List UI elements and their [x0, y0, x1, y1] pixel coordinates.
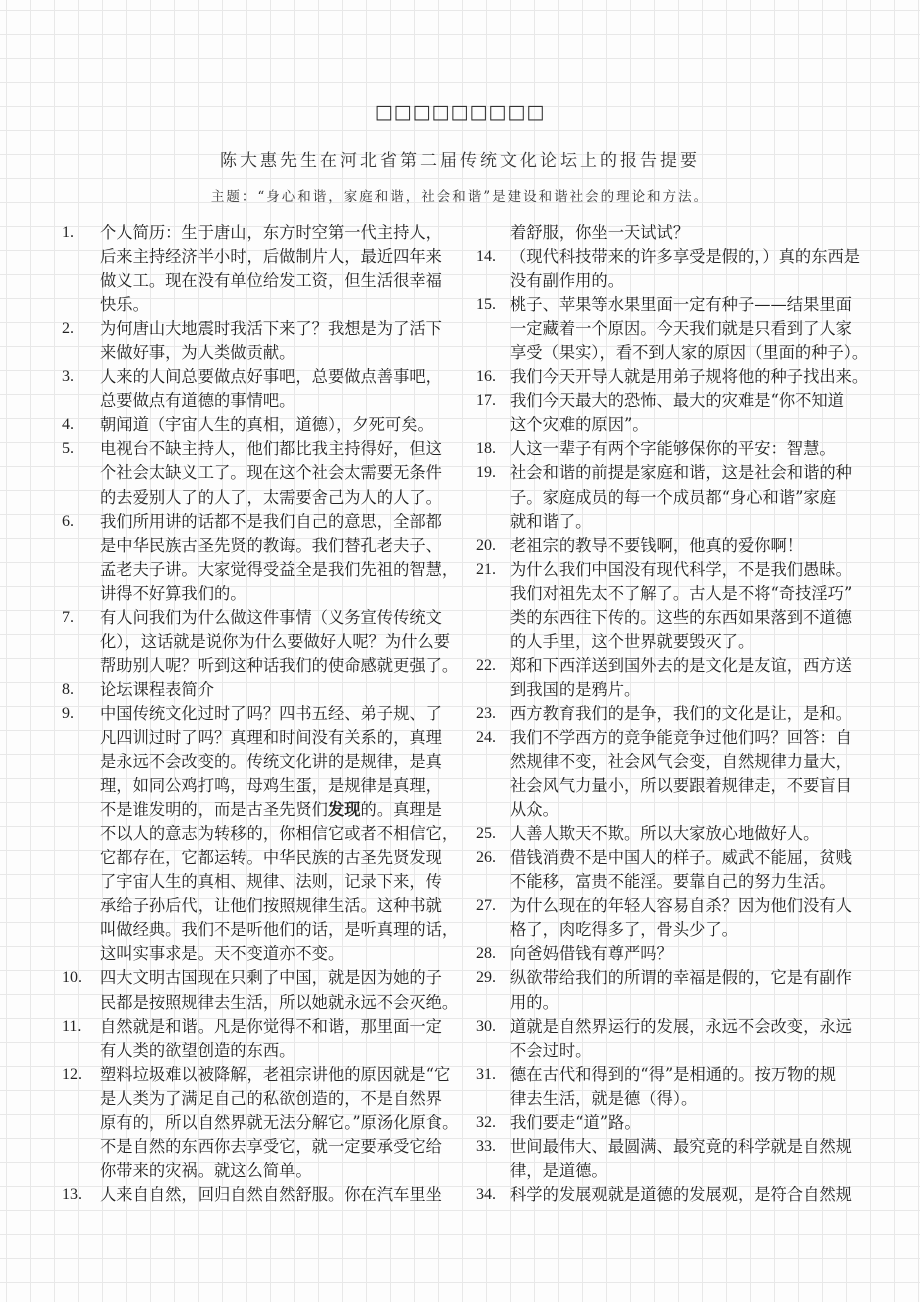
- list-item: [476, 702, 876, 726]
- list-item: [62, 1063, 462, 1183]
- item-text: [510, 221, 876, 245]
- list-item: [62, 365, 462, 413]
- item-text: [510, 966, 876, 1014]
- item-number: 7.: [62, 608, 74, 626]
- list-item: [62, 437, 462, 509]
- item-line: 的去爱别人了的人了，太需要舍己为人的人了。: [100, 487, 442, 507]
- item-text: [100, 317, 462, 365]
- list-item: [62, 413, 462, 437]
- item-line: 桃子、苹果等水果里面一定有种子——结果里面: [510, 295, 852, 315]
- item-line: 我们对祖先太不了解了。古人是不将“奇技淫巧”: [510, 583, 853, 603]
- item-number: 29.: [476, 969, 496, 987]
- item-number: 16.: [476, 368, 496, 386]
- item-text: [100, 1015, 462, 1063]
- item-line: 律，是道德。: [510, 1160, 608, 1180]
- item-line: 有人类的欲望创造的东西。: [100, 1040, 296, 1060]
- item-text: [510, 558, 876, 654]
- list-item: [476, 822, 876, 846]
- item-number: 17.: [476, 392, 496, 410]
- item-line: 朝闻道（宇宙人生的真相，道德），夕死可矣。: [100, 415, 434, 435]
- text-segment: 不是谁发明的，而是古圣先贤们: [100, 800, 328, 820]
- item-number: 9.: [62, 704, 74, 722]
- list-item: [476, 1135, 876, 1183]
- item-line: 不会过时。: [510, 1040, 592, 1060]
- item-line: 世间最伟大、最圆满、最究竟的科学就是自然规: [510, 1136, 852, 1156]
- left-column: [62, 221, 462, 1207]
- item-line: 你带来的灾祸。就这么简单。: [100, 1160, 312, 1180]
- item-line: 承给子孙后代，让他们按照规律生活。这种书就: [100, 896, 442, 916]
- item-line: 格了，肉吃得多了，骨头少了。: [510, 920, 738, 940]
- item-number: 33.: [476, 1137, 496, 1155]
- item-line: 我们不学西方的竞争能竞争过他们吗？回答：自: [510, 727, 852, 747]
- item-number: [476, 221, 510, 245]
- item-number: 34.: [476, 1185, 496, 1203]
- item-line: 中国传统文化过时了吗？四书五经、弟子规、了: [100, 703, 442, 723]
- item-line: 子。家庭成员的每一个成员都“身心和谐”家庭: [510, 487, 836, 507]
- item-text: [510, 534, 876, 558]
- item-line: 民都是按照规律去生活，所以她就永远不会灭绝。: [100, 992, 459, 1012]
- document-theme: 主题：“身心和谐，家庭和谐，社会和谐”是建设和谐社会的理论和方法。: [210, 189, 710, 205]
- item-number: 27.: [476, 897, 496, 915]
- item-line: 西方教育我们的是争，我们的文化是让，是和。: [510, 703, 852, 723]
- item-line: 总要做点有道德的事情吧。: [100, 391, 296, 411]
- item-line: 这个灾难的原因”。: [510, 415, 649, 435]
- item-line: 电视台不缺主持人，他们都比我主持得好，但这: [100, 439, 442, 459]
- item-line: 原有的，所以自然界就无法分解它。”原汤化原食。: [100, 1112, 459, 1132]
- list-item: [476, 1063, 876, 1111]
- item-line: （现代科技带来的许多享受是假的，）真的东西是: [510, 247, 861, 267]
- item-number: 12.: [62, 1065, 82, 1083]
- item-number: 23.: [476, 704, 496, 722]
- item-text: [510, 654, 876, 702]
- list-item: [476, 365, 876, 389]
- item-text: [510, 389, 876, 437]
- item-number: 21.: [476, 560, 496, 578]
- item-text: [510, 1063, 876, 1111]
- item-line: 塑料垃圾难以被降解，老祖宗讲他的原因就是“它: [100, 1064, 451, 1084]
- item-line: 的人手里，这个世界就要毁灭了。: [510, 631, 755, 651]
- item-line: 科学的发展观就是道德的发展观，是符合自然规: [510, 1184, 852, 1204]
- item-text: [100, 413, 462, 437]
- item-line: [100, 798, 462, 822]
- item-line: 后来主持经济半小时，后做制片人，最近四年来: [100, 247, 442, 267]
- item-line: 做义工。现在没有单位给发工资，但生活很幸福: [100, 271, 442, 291]
- item-number: 32.: [476, 1113, 496, 1131]
- document-title: □□□□□□□□□: [374, 101, 546, 123]
- item-line: 不是自然的东西你去享受它，就一定要承受它给: [100, 1136, 442, 1156]
- item-line: 用的。: [510, 992, 559, 1012]
- item-line: 人善人欺天不欺。所以大家放心地做好人。: [510, 824, 820, 844]
- list-item: [476, 293, 876, 365]
- text-segment: 的。真理是: [360, 800, 442, 820]
- item-line: 向爸妈借钱有尊严吗？: [510, 944, 673, 964]
- item-text: [510, 365, 876, 389]
- item-line: 社会风气力量小，所以要跟着规律走，不要盲目: [510, 776, 852, 796]
- list-item: [62, 606, 462, 678]
- item-number: 25.: [476, 825, 496, 843]
- right-column: [476, 221, 876, 1207]
- item-line: 孟老夫子讲。大家觉得受益全是我们先祖的智慧，: [100, 559, 459, 579]
- list-item: [476, 846, 876, 894]
- item-text: [510, 1135, 876, 1183]
- item-line: 从众。: [510, 800, 559, 820]
- item-line: 凡四训过时了吗？真理和时间没有关系的，真理: [100, 727, 442, 747]
- item-text: [510, 726, 876, 822]
- list-item: [476, 966, 876, 1014]
- item-line: 讲得不好算我们的。: [100, 583, 247, 603]
- list-item: [476, 1111, 876, 1135]
- list-item: [62, 966, 462, 1014]
- item-text: [100, 678, 462, 702]
- item-text: [510, 822, 876, 846]
- item-text: [510, 1183, 876, 1207]
- item-line: 来做好事，为人类做贡献。: [100, 343, 296, 363]
- item-line: 类的东西往下传的。这些的东西如果落到不道德: [510, 607, 852, 627]
- item-line: 快乐。: [100, 295, 149, 315]
- item-number: 1.: [62, 224, 74, 241]
- item-line: 我们所用讲的话都不是我们自己的意思，全部都: [100, 511, 442, 531]
- item-text: [100, 1063, 462, 1183]
- item-number: 30.: [476, 1017, 496, 1035]
- item-text: [510, 293, 876, 365]
- list-item: [476, 558, 876, 654]
- item-line: 论坛课程表简介: [100, 679, 214, 699]
- item-number: 3.: [62, 368, 74, 386]
- item-line: 我们今天开导人就是用弟子规将他的种子找出来。: [510, 367, 869, 387]
- item-number: 10.: [62, 969, 82, 987]
- item-line: 了宇宙人生的真相、规律、法则，记录下来，传: [100, 872, 442, 892]
- item-line: 社会和谐的前提是家庭和谐，这是社会和谐的种: [510, 463, 852, 483]
- list-item: [476, 437, 876, 461]
- item-line: 理，如同公鸡打鸣，母鸡生蛋，是规律是真理，: [100, 776, 442, 796]
- list-item: [62, 678, 462, 702]
- item-line: 为什么我们中国没有现代科学，不是我们愚昧。: [510, 559, 852, 579]
- item-text: [510, 245, 876, 293]
- item-line: 自然就是和谐。凡是你觉得不和谐，那里面一定: [100, 1016, 442, 1036]
- item-number: 18.: [476, 440, 496, 458]
- item-number: 26.: [476, 849, 496, 867]
- item-number: 5.: [62, 440, 74, 458]
- list-item: [476, 221, 876, 245]
- list-item: [476, 1183, 876, 1207]
- item-line: 借钱消费不是中国人的样子。威武不能屈，贫贱: [510, 848, 852, 868]
- item-text: [510, 437, 876, 461]
- item-number: 28.: [476, 945, 496, 963]
- item-text: [100, 437, 462, 509]
- item-line: 我们今天最大的恐怖、最大的灾难是“你不知道: [510, 391, 844, 411]
- item-text: [100, 221, 462, 317]
- item-line: 到我国的是鸦片。: [510, 679, 641, 699]
- list-item: [62, 1015, 462, 1063]
- item-line: 德在古代和得到的“得”是相通的。按万物的规: [510, 1064, 836, 1084]
- item-text: [510, 942, 876, 966]
- item-line: 个人简历：生于唐山，东方时空第一代主持人，: [100, 223, 442, 242]
- item-line: 这叫实事求是。天不变道亦不变。: [100, 944, 345, 964]
- item-text: [510, 894, 876, 942]
- item-number: 4.: [62, 416, 74, 434]
- item-line: 不能移，富贵不能淫。要靠自己的努力生活。: [510, 872, 836, 892]
- list-item: [62, 317, 462, 365]
- list-item: [62, 1183, 462, 1207]
- item-line: 四大文明古国现在只剩了中国，就是因为她的子: [100, 968, 442, 988]
- item-line: 纵欲带给我们的所谓的幸福是假的，它是有副作: [510, 968, 852, 988]
- item-number: 13.: [62, 1185, 82, 1203]
- item-text: [100, 365, 462, 413]
- item-number: 24.: [476, 728, 496, 746]
- item-line: 是永远不会改变的。传统文化讲的是规律，是真: [100, 752, 442, 772]
- item-line: 道就是自然界运行的发展，永远不会改变，永远: [510, 1016, 852, 1036]
- item-number: 14.: [476, 248, 496, 266]
- item-text: [100, 702, 462, 967]
- item-line: 是人类为了满足自己的私欲创造的，不是自然界: [100, 1088, 442, 1108]
- list-item: [476, 654, 876, 702]
- item-number: 6.: [62, 512, 74, 530]
- list-item: [476, 894, 876, 942]
- list-item: [62, 510, 462, 606]
- item-line: 然规律不变，社会风气会变，自然规律力量大，: [510, 752, 852, 772]
- item-text: [100, 1183, 462, 1207]
- item-line: 享受（果实），看不到人家的原因（里面的种子）。: [510, 343, 869, 363]
- item-line: 就和谐了。: [510, 511, 592, 531]
- item-line: 没有副作用的。: [510, 271, 624, 291]
- list-item: [62, 702, 462, 967]
- item-line: 人来的人间总要做点好事吧，总要做点善事吧，: [100, 367, 442, 387]
- list-item: [476, 245, 876, 293]
- document-subtitle: 陈大惠先生在河北省第二届传统文化论坛上的报告提要: [220, 151, 700, 171]
- item-number: 11.: [62, 1017, 82, 1035]
- item-line: 人这一辈子有两个字能够保你的平安：智慧。: [510, 439, 836, 459]
- item-text: [100, 606, 462, 678]
- item-line: 为什么现在的年轻人容易自杀？因为他们没有人: [510, 896, 852, 916]
- item-line: 不以人的意志为转移的，你相信它或者不相信它，: [100, 824, 459, 844]
- item-number: 8.: [62, 680, 74, 698]
- item-line: 个社会太缺义工了。现在这个社会太需要无条件: [100, 463, 442, 483]
- list-item: [476, 1015, 876, 1063]
- item-line: 人来自自然，回归自然自然舒服。你在汽车里坐: [100, 1184, 442, 1204]
- item-line: 律去生活，就是德（得）。: [510, 1088, 698, 1108]
- item-number: 2.: [62, 320, 74, 338]
- item-line: 化），这话就是说你为什么要做好人呢？为什么要: [100, 631, 451, 651]
- item-number: 20.: [476, 536, 496, 554]
- item-line: 为何唐山大地震时我活下来了？我想是为了活下: [100, 319, 442, 339]
- item-line: 着舒服，你坐一天试试？: [510, 223, 690, 242]
- item-number: 19.: [476, 464, 496, 482]
- item-text: [510, 846, 876, 894]
- item-number: 15.: [476, 296, 496, 314]
- emphasized-text: 发现: [327, 800, 361, 820]
- list-item: [476, 389, 876, 437]
- item-line: 郑和下西洋送到国外去的是文化是友谊，西方送: [510, 655, 852, 675]
- list-item: [476, 942, 876, 966]
- item-line: 我们要走“道”路。: [510, 1112, 641, 1132]
- item-line: 帮助别人呢？听到这种话我们的使命感就更强了。: [100, 655, 459, 675]
- item-text: [510, 702, 876, 726]
- list-item: [62, 221, 462, 317]
- item-number: 22.: [476, 656, 496, 674]
- list-item: [476, 461, 876, 533]
- item-number: 31.: [476, 1065, 496, 1083]
- item-line: 是中华民族古圣先贤的教诲。我们替孔老夫子、: [100, 535, 442, 555]
- list-item: [476, 726, 876, 822]
- item-text: [510, 1111, 876, 1135]
- item-line: 一定藏着一个原因。今天我们就是只看到了人家: [510, 319, 852, 339]
- item-text: [100, 966, 462, 1014]
- item-line: 它都存在，它都运转。中华民族的古圣先贤发现: [100, 848, 442, 868]
- list-item: [476, 534, 876, 558]
- item-line: 有人问我们为什么做这件事情（义务宣传传统文: [100, 607, 442, 627]
- item-line: 叫做经典。我们不是听他们的话，是听真理的话，: [100, 920, 459, 940]
- item-line: 老祖宗的教导不要钱啊，他真的爱你啊！: [510, 535, 804, 555]
- item-text: [510, 1015, 876, 1063]
- item-text: [100, 510, 462, 606]
- item-text: [510, 461, 876, 533]
